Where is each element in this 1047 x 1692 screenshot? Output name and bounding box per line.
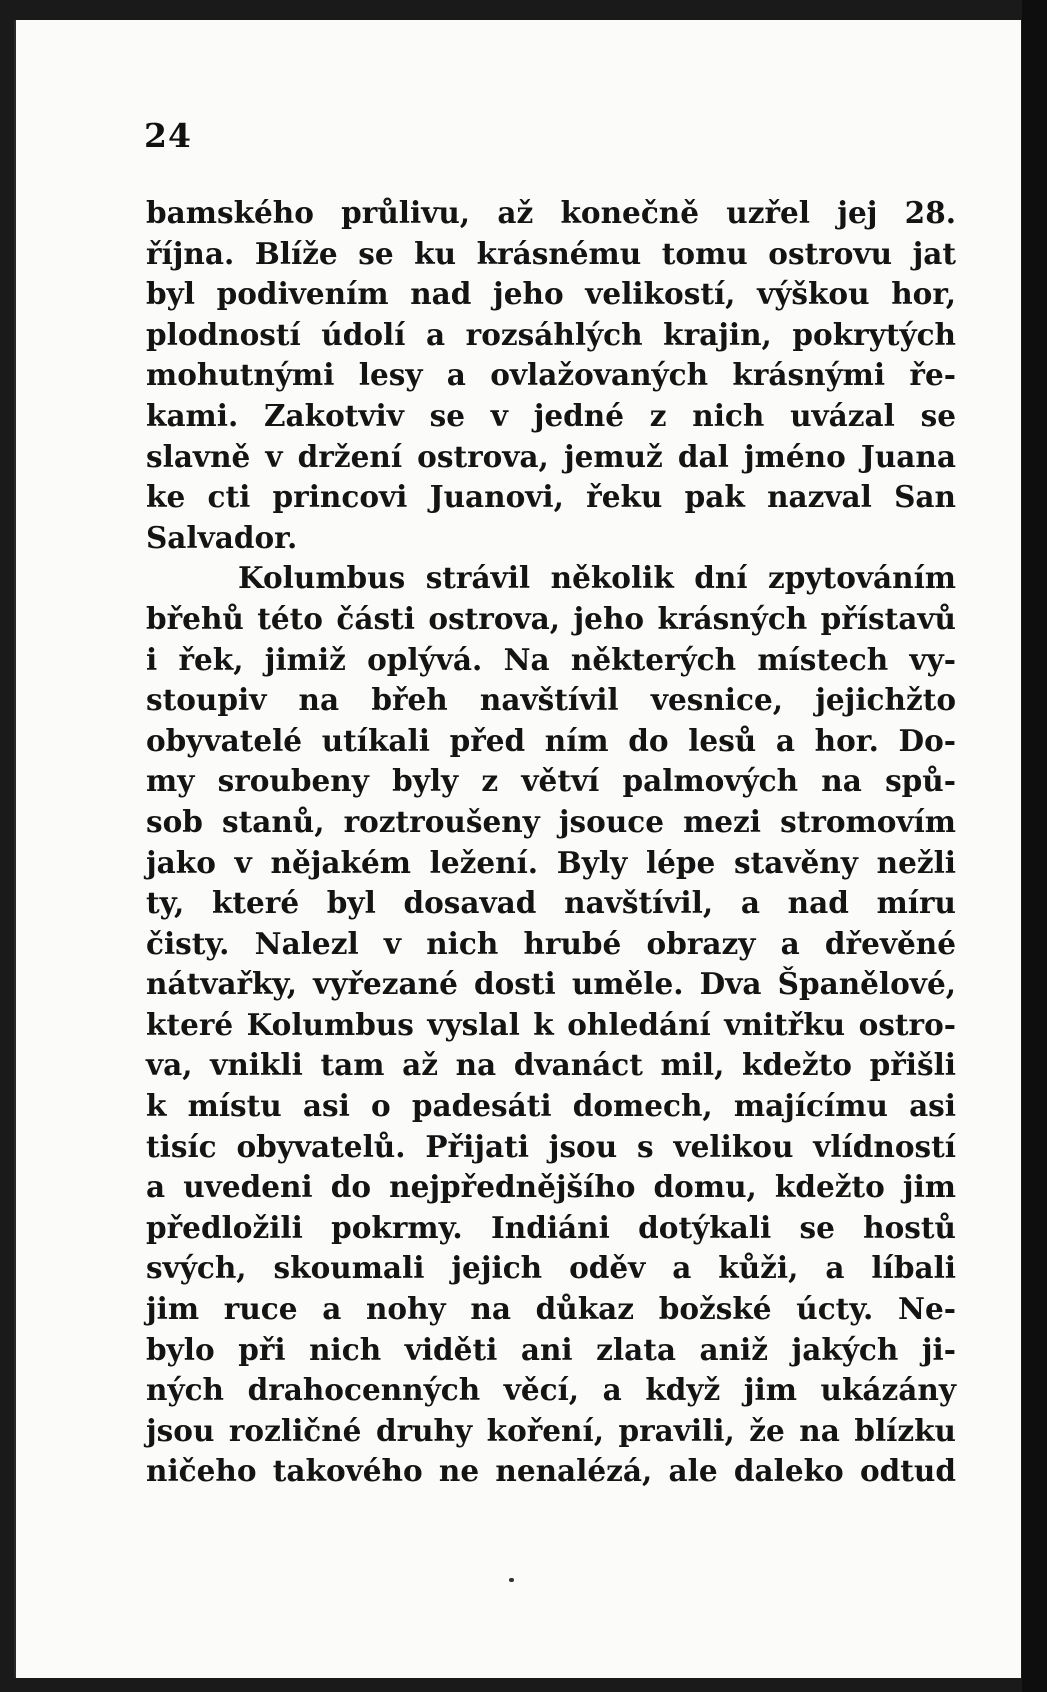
text-line: bylo při nich viděti ani zlata aniž jakých ji- [146, 1331, 956, 1367]
text-line: my sroubeny byly z větví palmových na spů- [146, 763, 956, 799]
text-line: břehů této části ostrova, jeho krásných přístavů [146, 600, 956, 636]
body-text [146, 193, 956, 1492]
text-line: k místu asi o padesáti domech, majícímu asi [146, 1088, 956, 1124]
text-line: jako v nějakém ležení. Byly lépe stavěny nežli [146, 844, 956, 880]
text-line: ke cti princovi Juanovi, řeku pak nazval San [146, 479, 956, 515]
text-line: obyvatelé utíkali před ním do lesů a hor. Do- [146, 722, 956, 758]
text-line: i řek, jimiž oplývá. Na některých místech vy- [146, 641, 956, 677]
text-line: jim ruce a nohy na důkaz božské úcty. Ne- [146, 1291, 956, 1327]
text-line: ty, které byl dosavad navštívil, a nad míru [146, 885, 956, 921]
scan-dark-edge [1022, 0, 1047, 1692]
ink-speck [509, 1578, 514, 1582]
page-number: 24 [144, 116, 192, 155]
text-line: jsou rozličné druhy koření, pravili, že na blízku [146, 1412, 956, 1448]
text-line: října. Blíže se ku krásnému tomu ostrovu jat [146, 235, 956, 271]
text-line: nátvařky, vyřezané dosti uměle. Dva Španělové, [146, 966, 956, 1002]
text-line: ných drahocenných věcí, a když jim ukázány [146, 1372, 956, 1408]
text-line: a uvedeni do nejpřednějšího domu, kdežto jim [146, 1169, 956, 1205]
text-line: mohutnými lesy a ovlažovaných krásnými ře- [146, 357, 956, 393]
text-line: bamského průlivu, až konečně uzřel jej 28. [146, 195, 956, 230]
book-page [14, 20, 1021, 1678]
text-line: čisty. Nalezl v nich hrubé obrazy a dřevěné [146, 925, 956, 961]
text-line: slavně v držení ostrova, jemuž dal jméno Juana [146, 438, 956, 474]
text-line: byl podivením nad jeho velikostí, výškou hor, [146, 276, 956, 312]
text-line: tisíc obyvatelů. Přijati jsou s velikou vlídností [146, 1128, 956, 1164]
text-line: sob stanů, roztroušeny jsouce mezi stromovím [146, 803, 956, 839]
text-line: va, vnikli tam až na dvanáct mil, kdežto přišli [146, 1047, 956, 1083]
text-line: Kolumbus strávil několik dní zpytováním [238, 560, 956, 596]
text-line: stoupiv na břeh navštívil vesnice, jejichžto [146, 682, 956, 718]
text-line: plodností údolí a rozsáhlých krajin, pokrytých [146, 316, 956, 352]
text-line: předložili pokrmy. Indiáni dotýkali se hostů [146, 1209, 956, 1245]
text-line: Salvador. [146, 519, 298, 555]
text-line: kami. Zakotviv se v jedné z nich uvázal se [146, 397, 956, 433]
text-line: ničeho takového ne nenalézá, ale daleko odtud [146, 1453, 956, 1489]
text-line: svých, skoumali jejich oděv a kůži, a líbali [146, 1250, 956, 1286]
text-line: které Kolumbus vyslal k ohledání vnitřku ostro- [146, 1006, 956, 1042]
